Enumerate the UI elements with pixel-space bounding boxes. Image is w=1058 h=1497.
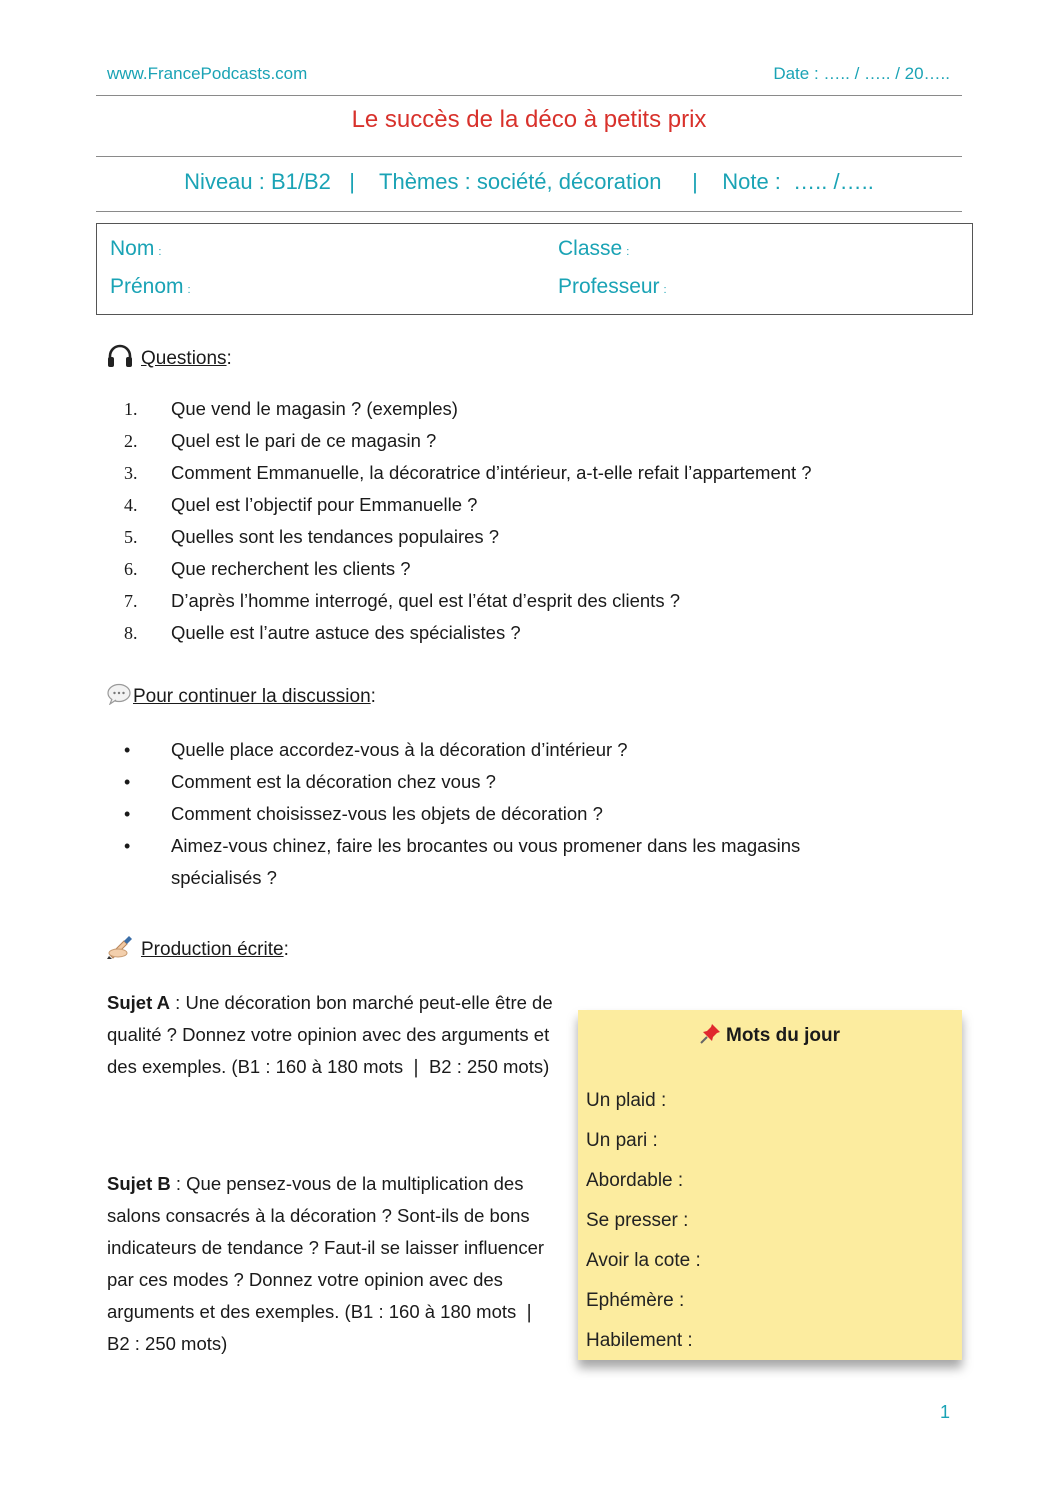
discussion-text: Aimez-vous chinez, faire les brocantes ou vous promener dans les magasins spécialisés ? [171,835,801,888]
nom-text: Nom [110,237,155,260]
list-item [124,766,884,798]
list-item [124,457,924,489]
discussion-text: Comment choisissez-vous les objets de décoration ? [171,803,603,824]
question-text: Quelles sont les tendances populaires ? [171,526,500,547]
mots-du-jour-note [578,1010,962,1360]
headphones-icon [107,344,135,374]
note-title: Mots du jour [726,1025,840,1046]
question-text: Que vend le magasin ? (exemples) [171,398,458,419]
vocab-item: Se presser : [586,1210,689,1231]
note-header [578,1022,962,1050]
list-item [124,425,924,457]
subject-b [107,1168,557,1360]
question-text: Quel est l’objectif pour Emmanuelle ? [171,494,478,515]
list-item [124,798,884,830]
item-number: 1. [124,398,138,419]
vocab-item: Avoir la cote : [586,1250,701,1271]
item-number: 2. [124,430,138,451]
vocab-item: Un plaid : [586,1090,667,1111]
colon: : [626,246,630,258]
vocab-item: Un pari : [586,1130,658,1151]
item-number: 8. [124,622,138,643]
subject-b-label: Sujet B [107,1173,171,1194]
colon: : [187,284,191,296]
nom-label [110,237,161,261]
classe-text: Classe [558,237,623,260]
prenom-text: Prénom [110,275,184,298]
question-text: Que recherchent les clients ? [171,558,411,579]
subject-a-text: : Une décoration bon marché peut-elle être de qualité ? Donnez votre opinion avec des arguments et des exemples. (B1 : 160 à 180 mots ❘ B2 : 250 mots) [107,992,553,1077]
colon: : [158,246,162,258]
question-text: Quelle est l’autre astuce des spécialistes ? [171,622,521,643]
professeur-label [558,275,667,299]
subject-b-text: : Que pensez-vous de la multiplication des salons consacrés à la décoration ? Sont-ils de bons indicateurs de tendance ? Faut-il se laisser influencer par ces modes ? Donnez votre opinion avec des arguments et des exemples. (B1 : 160 à 180 mots ❘ B2 : 250 mots) [107,1173,545,1354]
discussion-list [124,734,884,894]
item-number: 4. [124,494,138,515]
student-info-box [96,223,973,315]
question-text: D’après l’homme interrogé, quel est l’état d’esprit des clients ? [171,590,680,611]
vocab-item: Habilement : [586,1330,693,1351]
list-item [124,393,924,425]
production-title: Production écrite [141,939,284,960]
colon: : [663,284,667,296]
discussion-heading [107,683,376,711]
page-number: 1 [940,1402,951,1422]
item-number: 3. [124,462,138,483]
heading-colon: : [370,686,376,707]
production-heading [107,935,289,965]
classe-label [558,237,629,261]
bullet: • [124,804,131,824]
list-item [124,830,884,894]
questions-title: Questions [141,348,227,369]
professeur-text: Professeur [558,275,660,298]
meta-line: Niveau : B1/B2 | Thèmes : société, décoration | Note : ….. /….. [184,169,874,194]
item-number: 5. [124,526,138,547]
bullet: • [124,772,131,792]
discussion-text: Comment est la décoration chez vous ? [171,771,496,792]
prenom-label [110,275,191,299]
questions-heading [107,344,232,374]
divider [96,156,962,157]
bullet: • [124,740,131,760]
subject-a [107,987,557,1083]
pushpin-icon [700,1022,722,1050]
heading-colon: : [226,348,232,369]
list-item [124,489,924,521]
list-item [124,734,884,766]
vocab-item: Abordable : [586,1170,684,1191]
list-item [124,553,924,585]
questions-list [124,393,924,649]
bullet: • [124,836,131,856]
divider [96,211,962,212]
discussion-text: Quelle place accordez-vous à la décoration d’intérieur ? [171,739,628,760]
writing-hand-icon [107,935,135,965]
item-number: 6. [124,558,138,579]
heading-colon: : [283,939,289,960]
vocab-item: Ephémère : [586,1290,685,1311]
date-field: Date : ….. / ….. / 20….. [773,64,950,83]
item-number: 7. [124,590,138,611]
list-item [124,617,924,649]
list-item [124,521,924,553]
page-title: Le succès de la déco à petits prix [351,106,707,133]
question-text: Comment Emmanuelle, la décoratrice d’intérieur, a-t-elle refait l’appartement ? [171,462,812,483]
discussion-title: Pour continuer la discussion [133,686,371,707]
list-item [124,585,924,617]
subject-a-label: Sujet A [107,992,171,1013]
divider [96,95,962,96]
site-url: www.FrancePodcasts.com [107,64,308,83]
question-text: Quel est le pari de ce magasin ? [171,430,437,451]
speech-bubble-icon [107,683,133,711]
